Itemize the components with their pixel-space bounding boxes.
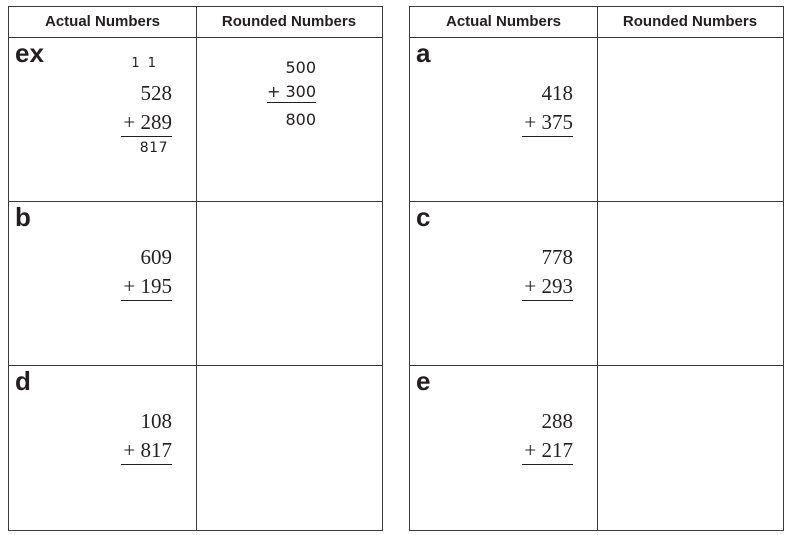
problem-e-actual bbox=[410, 366, 597, 530]
addend-top: 288 bbox=[541, 409, 573, 433]
rounded-answer: 800 bbox=[285, 110, 316, 129]
sum-answer: 817 bbox=[139, 140, 168, 156]
problem-c-rounded-answer-area[interactable] bbox=[597, 202, 783, 366]
problem-label: d bbox=[15, 366, 31, 396]
problem-label: ex bbox=[15, 38, 44, 68]
addend-top: 609 bbox=[140, 245, 172, 269]
carry-digits: 1 1 bbox=[131, 56, 158, 71]
addition-problem bbox=[522, 242, 573, 301]
addend-bottom: + 289 bbox=[121, 108, 172, 137]
problem-a-actual bbox=[410, 38, 597, 202]
problem-c-actual bbox=[410, 202, 597, 366]
addition-problem bbox=[522, 406, 573, 465]
addend-top: 108 bbox=[140, 409, 172, 433]
header-rounded-numbers: Rounded Numbers bbox=[221, 13, 357, 30]
problem-label: e bbox=[416, 366, 431, 396]
problem-b-actual bbox=[9, 202, 196, 366]
addend-top: 528 bbox=[140, 81, 172, 105]
problem-b-rounded-answer-area[interactable] bbox=[196, 202, 382, 366]
rounded-bottom: + 300 bbox=[266, 82, 316, 101]
problem-e-rounded-answer-area[interactable] bbox=[597, 366, 783, 530]
problem-ex-actual bbox=[9, 38, 196, 202]
problem-d-rounded-answer-area[interactable] bbox=[196, 366, 382, 530]
header-rounded-numbers: Rounded Numbers bbox=[622, 13, 758, 30]
addend-top: 418 bbox=[541, 81, 573, 105]
left-table bbox=[8, 6, 383, 531]
addition-problem bbox=[522, 78, 573, 137]
addend-bottom: + 293 bbox=[522, 272, 573, 301]
addition-problem bbox=[121, 242, 172, 301]
addition-problem bbox=[121, 406, 172, 465]
problem-ex-rounded bbox=[196, 38, 382, 202]
problem-label: c bbox=[416, 202, 431, 232]
addend-bottom: + 375 bbox=[522, 108, 573, 137]
rounded-top: 500 bbox=[285, 58, 316, 77]
addend-bottom: + 195 bbox=[121, 272, 172, 301]
problem-label: b bbox=[15, 202, 31, 232]
problem-d-actual bbox=[9, 366, 196, 530]
problem-a-rounded-answer-area[interactable] bbox=[597, 38, 783, 202]
addition-problem bbox=[121, 78, 172, 137]
addend-bottom: + 817 bbox=[121, 436, 172, 465]
addend-top: 778 bbox=[541, 245, 573, 269]
header-actual-numbers: Actual Numbers bbox=[44, 13, 161, 30]
header-actual-numbers: Actual Numbers bbox=[445, 13, 562, 30]
right-table bbox=[409, 6, 784, 531]
addend-bottom: + 217 bbox=[522, 436, 573, 465]
problem-label: a bbox=[416, 38, 431, 68]
